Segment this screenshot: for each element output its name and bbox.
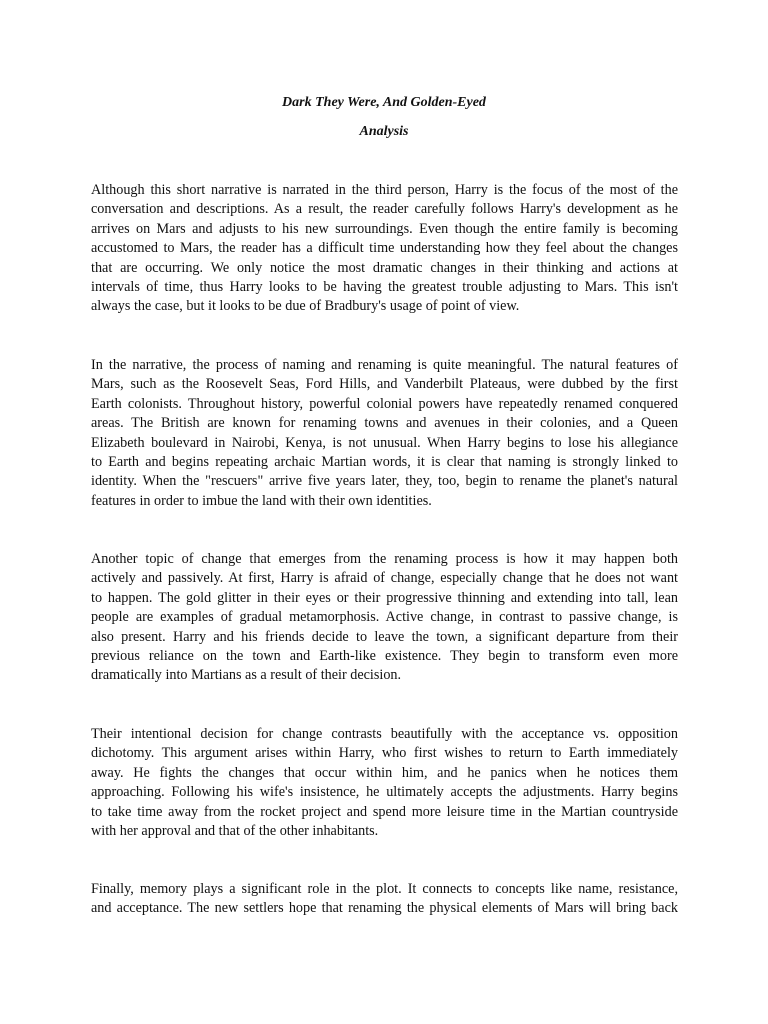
paragraph-line: to Earth and begins repeating archaic Martian words, it is clear that naming is strongly linked to <box>91 454 678 471</box>
paragraph-line: and acceptance. The new settlers hope that renaming the physical elements of Mars will bring back <box>91 900 678 917</box>
paragraph-line: people are examples of gradual metamorphosis. Active change, in contrast to passive change, is <box>91 609 678 626</box>
paragraph-line: intervals of time, thus Harry looks to be having the greatest trouble adjusting to Mars. This isn't <box>91 279 678 296</box>
paragraph-line: identity. When the "rescuers" arrive five years later, they, too, begin to rename the planet's natural <box>91 473 678 490</box>
paragraph-3 <box>91 550 678 686</box>
paragraph-line: conversation and descriptions. As a result, the reader carefully follows Harry's development as he <box>91 201 678 218</box>
paragraph-line: Mars, such as the Roosevelt Seas, Ford Hills, and Vanderbilt Plateaus, were dubbed by the first <box>91 376 678 393</box>
paragraph-line: to take time away from the rocket project and spend more leisure time in the Martian countryside <box>91 803 678 820</box>
paragraph-line: approaching. Following his wife's insistence, he ultimately accepts the adjustments. Harry begins <box>91 784 678 801</box>
paragraph-line: In the narrative, the process of naming and renaming is quite meaningful. The natural features of <box>91 357 678 373</box>
paragraph-4 <box>91 725 678 841</box>
paragraph-line: Earth colonists. Throughout history, powerful colonial powers have repeatedly renamed conquered <box>91 395 678 412</box>
paragraph-line: Their intentional decision for change contrasts beautifully with the acceptance vs. opposition <box>91 726 678 742</box>
paragraph-line: always the case, but it looks to be due of Bradbury's usage of point of view. <box>91 298 520 315</box>
paragraph-line: accustomed to Mars, the reader has a difficult time understanding how they feel about the changes <box>91 240 678 257</box>
paragraph-line: Finally, memory plays a significant role in the plot. It connects to concepts like name, resistance, <box>91 881 678 897</box>
paragraph-line: away. He fights the changes that occur within him, and he panics when he notices them <box>91 764 678 781</box>
paragraph-2 <box>91 356 678 511</box>
paragraph-line: Elizabeth boulevard in Nairobi, Kenya, is not unusual. When Harry begins to lose his allegiance <box>91 434 678 451</box>
paragraph-line: areas. The British are known for renaming towns and avenues in their colonies, and a Queen <box>91 415 678 432</box>
document-title: Dark They Were, And Golden-Eyed <box>282 95 486 110</box>
paragraph-line: dramatically into Martians as a result of their decision. <box>91 667 402 684</box>
paragraph-line: also present. Harry and his friends decide to leave the town, a significant departure from their <box>91 628 678 645</box>
paragraph-line: dichotomy. This argument arises within Harry, who first wishes to return to Earth immediately <box>91 745 678 762</box>
paragraph-line: Another topic of change that emerges from the renaming process is how it may happen both <box>91 551 678 567</box>
paragraph-line: with her approval and that of the other inhabitants. <box>91 823 379 840</box>
paragraph-line: features in order to imbue the land with their own identities. <box>91 492 432 509</box>
document-subtitle: Analysis <box>359 124 409 139</box>
paragraph-line: Although this short narrative is narrated in the third person, Harry is the focus of the most of the <box>91 182 678 198</box>
paragraph-line: previous reliance on the town and Earth-like existence. They begin to transform even more <box>91 648 678 665</box>
paragraph-5 <box>91 880 678 919</box>
paragraph-1 <box>91 181 678 317</box>
paragraph-line: that are occurring. We only notice the most dramatic changes in their thinking and actions at <box>91 259 678 276</box>
paragraph-line: arrives on Mars and adjusts to his new surroundings. Even though the entire family is becoming <box>91 220 678 237</box>
paragraph-line: actively and passively. At first, Harry is afraid of change, especially change that he does not want <box>91 570 678 587</box>
paragraph-line: to happen. The gold glitter in their eyes or their progressive thinning and extending into tall, lean <box>91 589 678 606</box>
